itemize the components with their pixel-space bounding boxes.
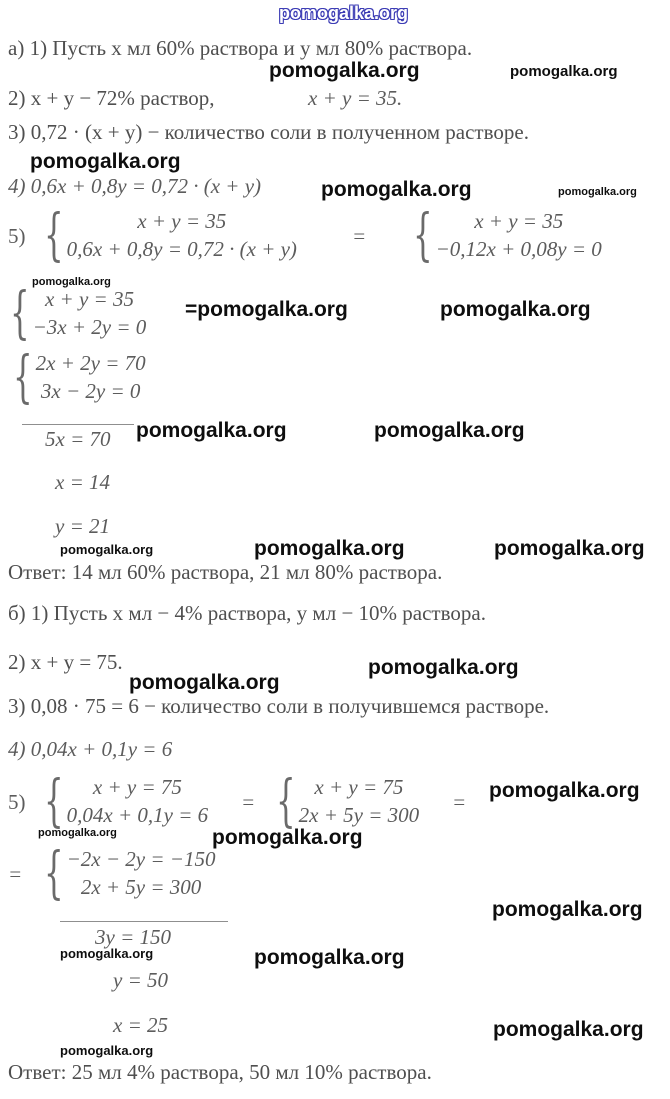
brace-glyph: {: [44, 203, 64, 268]
watermark: pomogalka.org: [254, 946, 405, 969]
brace-glyph: {: [44, 769, 64, 834]
line-b2: 2) x + y = 75.: [8, 650, 123, 674]
line-a1: а) 1) Пусть x мл 60% раствора и y мл 80% раствора.: [8, 36, 473, 60]
equals-watermark: [185, 298, 348, 322]
equation: −0,12x + 0,08y = 0: [435, 237, 602, 261]
equation: x + y = 35: [474, 209, 564, 234]
watermark: pomogalka.org: [60, 946, 154, 961]
equals-sign: =: [8, 862, 23, 886]
brace-glyph: {: [44, 841, 64, 906]
line-b3: 3) 0,08 · 75 = 6 − количество соли в получившемся растворе.: [8, 694, 550, 718]
line-b1: б) 1) Пусть x мл − 4% раствора, y мл − 10% раствора.: [8, 601, 486, 625]
y-result-b: y = 50: [113, 968, 168, 992]
watermark: pomogalka.org: [38, 827, 117, 839]
equation: −3x + 2y = 0: [32, 315, 147, 339]
system-b2: [36, 841, 216, 906]
equals-sign: =: [452, 790, 467, 814]
equation: 0,04x + 0,1y = 6: [66, 803, 209, 827]
watermark: pomogalka.org: [493, 1018, 644, 1041]
watermark: pomogalka.org: [60, 542, 154, 557]
system-a1-right: [405, 203, 602, 268]
equals-sign: =: [352, 224, 367, 248]
line-a3: 3) 0,72 · (x + y) − количество соли в полученном растворе.: [8, 120, 529, 144]
answer-b: Ответ: 25 мл 4% раствора, 50 мл 10% раствора.: [8, 1060, 432, 1084]
line-a2-left: 2) x + y − 72% раствор,: [8, 86, 215, 110]
line-b4: 4) 0,04x + 0,1y = 6: [8, 737, 173, 761]
line-a2-right: x + y = 35.: [308, 86, 403, 110]
sum-equation-a: 5x = 70: [45, 427, 111, 451]
equation: x + y = 35: [137, 209, 227, 234]
watermark: pomogalka.org: [60, 1043, 154, 1058]
watermark: pomogalka.org: [32, 276, 111, 288]
watermark: pomogalka.org: [558, 186, 637, 198]
equation: x + y = 35: [44, 287, 134, 312]
watermark: pomogalka.org: [440, 298, 591, 321]
system-a1-left: [36, 203, 297, 268]
brace-glyph: {: [276, 769, 296, 834]
watermark: pomogalka.org: [269, 59, 420, 82]
watermark-outline: pomogalka.org: [279, 3, 409, 23]
watermark: pomogalka.org: [374, 419, 525, 442]
watermark: pomogalka.org: [321, 178, 472, 201]
equation: 2x + 5y = 300: [80, 875, 202, 899]
equation: x + y = 75: [314, 775, 404, 800]
answer-a: Ответ: 14 мл 60% раствора, 21 мл 80% раствора.: [8, 560, 443, 584]
equation: 2x + 5y = 300: [298, 803, 420, 827]
x-result-b: x = 25: [113, 1013, 168, 1037]
equation: x + y = 75: [92, 775, 182, 800]
equation: 0,6x + 0,8y = 0,72 · (x + y): [66, 237, 297, 261]
y-result-a: y = 21: [55, 514, 110, 538]
watermark: pomogalka.org: [254, 537, 405, 560]
equation: −2x − 2y = −150: [66, 847, 216, 872]
watermark: pomogalka.org: [510, 63, 618, 80]
step5-label-b: 5): [8, 790, 26, 814]
watermark: pomogalka.org: [494, 537, 645, 560]
x-result-a: x = 14: [55, 470, 110, 494]
watermark: pomogalka.org: [129, 671, 280, 694]
brace-glyph: {: [413, 203, 433, 268]
watermark: pomogalka.org: [368, 656, 519, 679]
equation: 3x − 2y = 0: [40, 379, 141, 403]
watermark: pomogalka.org: [197, 298, 348, 321]
watermark: pomogalka.org: [489, 779, 640, 802]
equation: 2x + 2y = 70: [35, 351, 146, 376]
equals-sign: =: [185, 298, 198, 321]
equals-sign: =: [241, 790, 256, 814]
system-a3: [5, 345, 146, 410]
brace-glyph: {: [10, 281, 30, 346]
line-a4: 4) 0,6x + 0,8y = 0,72 · (x + y): [8, 174, 262, 198]
sum-rule: [22, 424, 134, 425]
sum-equation-b: 3y = 150: [95, 925, 171, 949]
watermark: pomogalka.org: [30, 150, 181, 173]
watermark: pomogalka.org: [136, 419, 287, 442]
sum-rule: [60, 921, 228, 922]
brace-glyph: {: [13, 345, 33, 410]
watermark: pomogalka.org: [212, 826, 363, 849]
system-b1-right: [268, 769, 420, 834]
step5-label-a: 5): [8, 224, 26, 248]
watermark: pomogalka.org: [492, 898, 643, 921]
